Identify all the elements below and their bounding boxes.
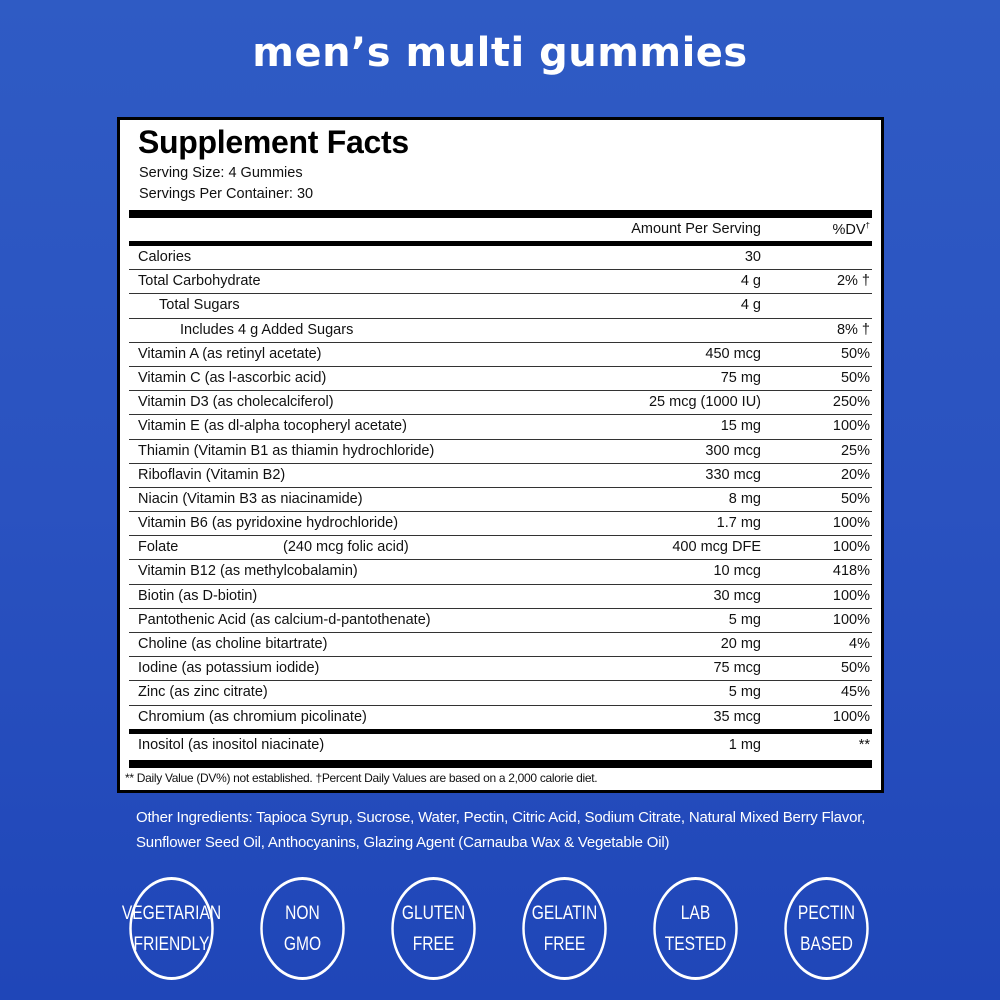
nutrient-source: (240 mcg folic acid) [283, 539, 409, 556]
table-row [129, 681, 872, 705]
nutrient-amount: 4 g [740, 297, 761, 314]
badge-line-1: NON [285, 902, 320, 924]
nutrient-dv: 50% [840, 345, 870, 362]
nutrient-name: Choline (as choline bitartrate) [138, 636, 328, 652]
table-row [129, 440, 872, 464]
badge-row [120, 877, 880, 987]
badge-line-1: VEGETARIAN [121, 902, 222, 924]
table-row [129, 585, 872, 609]
table-row [129, 343, 872, 367]
badge-line-2: BASED [800, 933, 853, 955]
nutrient-dv: 25% [840, 442, 870, 459]
nutrient-name: Vitamin B12 (as methylcobalamin) [138, 563, 358, 580]
dagger-mark: † [865, 221, 870, 230]
nutrient-dv: 50% [840, 369, 870, 386]
badge-line-1: GLUTEN [401, 902, 466, 924]
nutrient-dv: 418% [832, 563, 870, 580]
nutrient-amount: 75 mcg [713, 660, 761, 677]
nutrient-name: Inositol (as inositol niacinate) [138, 736, 325, 753]
table-row [129, 294, 872, 318]
nutrient-amount: 5 mg [728, 684, 761, 701]
supplement-facts-panel [117, 117, 884, 793]
nutrient-amount: 10 mcg [713, 563, 761, 580]
nutrient-table [129, 246, 872, 758]
nutrient-name: Chromium (as chromium picolinate) [138, 708, 367, 725]
table-row [129, 415, 872, 439]
nutrient-name: Vitamin C (as l-ascorbic acid) [138, 369, 327, 386]
nutrient-name: Zinc (as zinc citrate) [138, 684, 268, 701]
footnote: ** Daily Value (DV%) not established. †Percent Daily Values are based on a 2,000 calorie diet. [125, 771, 598, 785]
table-row [129, 246, 872, 270]
nutrient-name: Vitamin B6 (as pyridoxine hydrochloride) [138, 515, 399, 532]
nutrient-dv: 8% † [836, 321, 870, 338]
nutrient-dv: 100% [832, 611, 870, 628]
dv-header [833, 221, 871, 238]
nutrient-name: Biotin (as D-biotin) [138, 587, 258, 604]
nutrient-dv: 100% [832, 418, 870, 435]
nutrient-name: Total Sugars [159, 297, 240, 314]
nutrient-amount: 20 mg [720, 636, 761, 652]
nutrient-dv: 50% [840, 490, 870, 507]
nutrient-name: Riboflavin (Vitamin B2) [138, 466, 286, 483]
nutrient-name: Niacin (Vitamin B3 as niacinamide) [138, 490, 363, 507]
nutrient-dv: 100% [832, 708, 870, 725]
table-row [129, 609, 872, 633]
servings-per-container: Servings Per Container: 30 [139, 186, 314, 202]
nutrient-amount: 30 mcg [713, 587, 761, 604]
badge-gluten-free [391, 877, 475, 980]
nutrient-amount: 35 mcg [713, 708, 761, 725]
nutrient-amount: 330 mcg [705, 466, 761, 483]
table-row [129, 536, 872, 560]
nutrient-dv: 50% [840, 660, 870, 677]
nutrient-dv: ** [858, 736, 870, 753]
badge-vegetarian-friendly [121, 877, 222, 980]
table-row [129, 488, 872, 512]
nutrient-dv: 100% [832, 539, 870, 556]
nutrient-amount: 1.7 mg [716, 515, 761, 532]
nutrient-name: Iodine (as potassium iodide) [138, 660, 320, 677]
nutrient-name: Folate [138, 539, 179, 556]
nutrient-amount: 25 mcg (1000 IU) [648, 394, 761, 411]
nutrient-name: Calories [138, 249, 192, 265]
nutrient-amount: 75 mg [720, 369, 761, 386]
amount-per-serving-header: Amount Per Serving [631, 221, 761, 237]
table-row [129, 391, 872, 415]
product-headline: men’s multi gummies [252, 30, 748, 76]
nutrient-name: Vitamin D3 (as cholecalciferol) [138, 394, 334, 411]
serving-size: Serving Size: 4 Gummies [139, 165, 303, 181]
nutrient-amount: 15 mg [720, 418, 761, 435]
nutrient-dv: 4% [849, 636, 870, 652]
nutrient-dv: 45% [840, 684, 870, 701]
dv-header-label: %DV [832, 221, 866, 238]
nutrient-name: Includes 4 g Added Sugars [180, 321, 354, 338]
nutrient-amount: 30 [744, 249, 761, 265]
nutrient-dv: 20% [840, 466, 870, 483]
supplement-facts-title: Supplement Facts [138, 124, 409, 160]
table-row [129, 367, 872, 391]
table-row [129, 319, 872, 343]
badge-line-2: FREE [412, 933, 455, 955]
table-row [129, 633, 872, 657]
nutrient-amount: 8 mg [728, 490, 761, 507]
nutrient-amount: 300 mcg [705, 442, 761, 459]
divider-thick [129, 210, 872, 218]
other-ingredients: Other Ingredients: Tapioca Syrup, Sucrose, Water, Pectin, Citric Acid, Sodium Citrate, Natural Mixed Berry Flavor, Sunflower Seed Oil, Anthocyanins, Glazing Agent (Carnauba Wax & Vegetable Oil) [136, 809, 866, 851]
table-row [129, 464, 872, 488]
table-row [129, 270, 872, 294]
nutrient-amount: 4 g [740, 273, 761, 290]
table-row [129, 512, 872, 536]
badge-line-1: GELATIN [531, 902, 598, 924]
badge-line-1: PECTIN [797, 902, 856, 924]
nutrient-name: Thiamin (Vitamin B1 as thiamin hydrochloride) [138, 442, 435, 459]
nutrient-amount: 1 mg [728, 736, 761, 753]
nutrient-dv: 100% [832, 515, 870, 532]
nutrient-amount: 450 mcg [705, 345, 761, 362]
badge-pectin-based [784, 877, 868, 980]
badge-line-2: GMO [283, 933, 322, 955]
nutrient-name: Vitamin A (as retinyl acetate) [138, 345, 322, 362]
nutrient-name: Vitamin E (as dl-alpha tocopheryl acetate) [138, 418, 407, 435]
nutrient-dv: 2% † [836, 273, 870, 290]
badge-lab-tested [653, 877, 737, 980]
table-row [129, 560, 872, 584]
table-row [129, 657, 872, 681]
badge-line-2: FREE [543, 933, 586, 955]
table-row [129, 734, 872, 758]
table-row [129, 706, 872, 729]
badge-non-gmo [260, 877, 344, 980]
badge-gelatin-free [522, 877, 606, 980]
badge-line-2: TESTED [664, 933, 727, 955]
table-header [129, 220, 872, 240]
nutrient-name: Total Carbohydrate [138, 273, 261, 290]
nutrient-amount: 400 mcg DFE [672, 539, 761, 556]
badge-line-1: LAB [680, 902, 711, 924]
nutrient-dv: 250% [832, 394, 870, 411]
badge-line-2: FRIENDLY [133, 933, 210, 955]
nutrient-amount: 5 mg [728, 611, 761, 628]
nutrient-dv: 100% [832, 587, 870, 604]
divider-thick-bottom [129, 760, 872, 768]
nutrient-name: Pantothenic Acid (as calcium-d-pantothenate) [138, 611, 431, 628]
